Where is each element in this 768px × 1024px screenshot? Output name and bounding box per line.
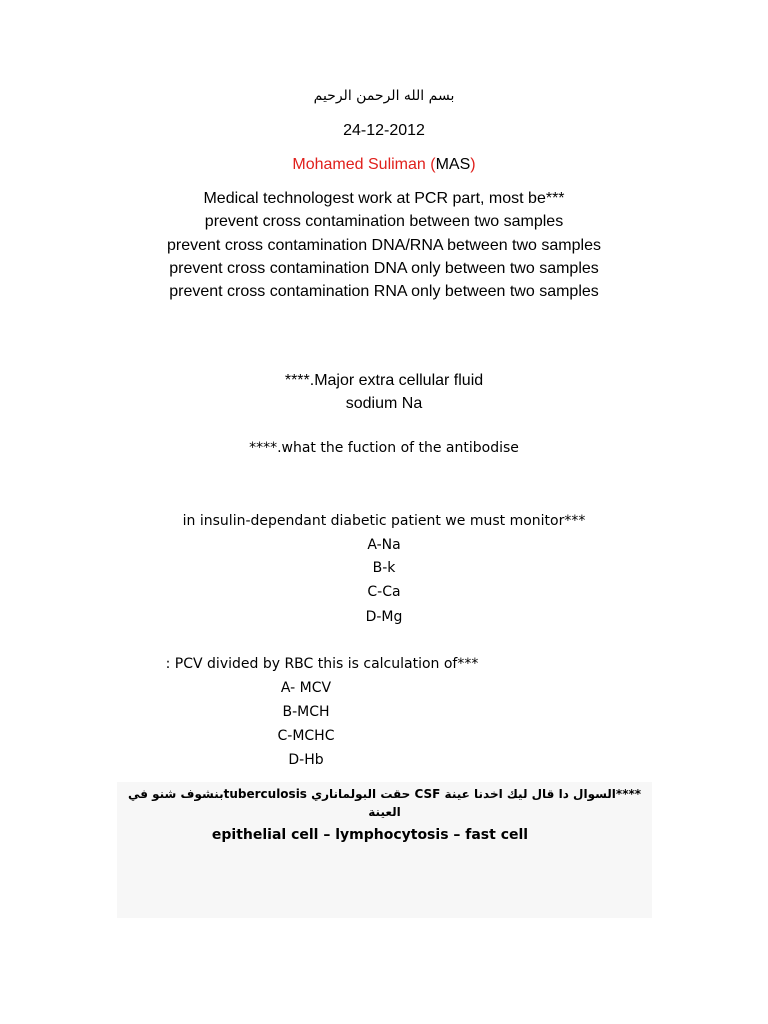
q4-stem: in insulin-dependant diabetic patient we must monitor*** — [182, 513, 586, 529]
q3-stem: ****.what the fuction of the antibodise — [249, 440, 519, 456]
basmala: بسم الله الرحمن الرحيم — [313, 88, 455, 104]
q6-answer: epithelial cell – lymphocytosis – fast cell — [211, 827, 529, 843]
q4-option: B-k — [372, 560, 396, 576]
author-name: Mohamed Suliman — [292, 156, 426, 173]
date: 24-12-2012 — [343, 122, 425, 139]
author-open-paren: ( — [430, 156, 436, 173]
q6-line2: العينة — [368, 805, 401, 819]
q5-option: A- MCV — [280, 680, 332, 696]
q4-option: A-Na — [367, 537, 401, 553]
q6-line1: ****السوال دا قال ليك اخدنا عينة CSF حقت البولماناري tuberculosisبنشوف شنو في — [127, 787, 642, 801]
author-close-paren: ) — [470, 156, 476, 173]
q2-stem: ****.Major extra cellular fluid — [284, 372, 484, 389]
q5-stem: : PCV divided by RBC this is calculation of*** — [165, 656, 479, 672]
q4-option: D-Mg — [365, 609, 403, 625]
q2-answer: sodium Na — [345, 395, 423, 412]
q1-option: prevent cross contamination DNA only between two samples — [169, 260, 599, 277]
q5-option: C-MCHC — [277, 728, 335, 744]
author-line — [0, 156, 768, 174]
q1-option: prevent cross contamination between two samples — [204, 213, 564, 230]
author-initials: MAS — [435, 156, 471, 173]
q5-option: B-MCH — [282, 704, 330, 720]
q4-option: C-Ca — [367, 584, 401, 600]
question-block-background — [117, 782, 652, 918]
q1-option: prevent cross contamination DNA/RNA between two samples — [167, 237, 601, 254]
q1-stem: Medical technologest work at PCR part, most be*** — [203, 190, 565, 207]
q1-option: prevent cross contamination RNA only between two samples — [169, 283, 599, 300]
q5-option: D-Hb — [288, 752, 324, 768]
